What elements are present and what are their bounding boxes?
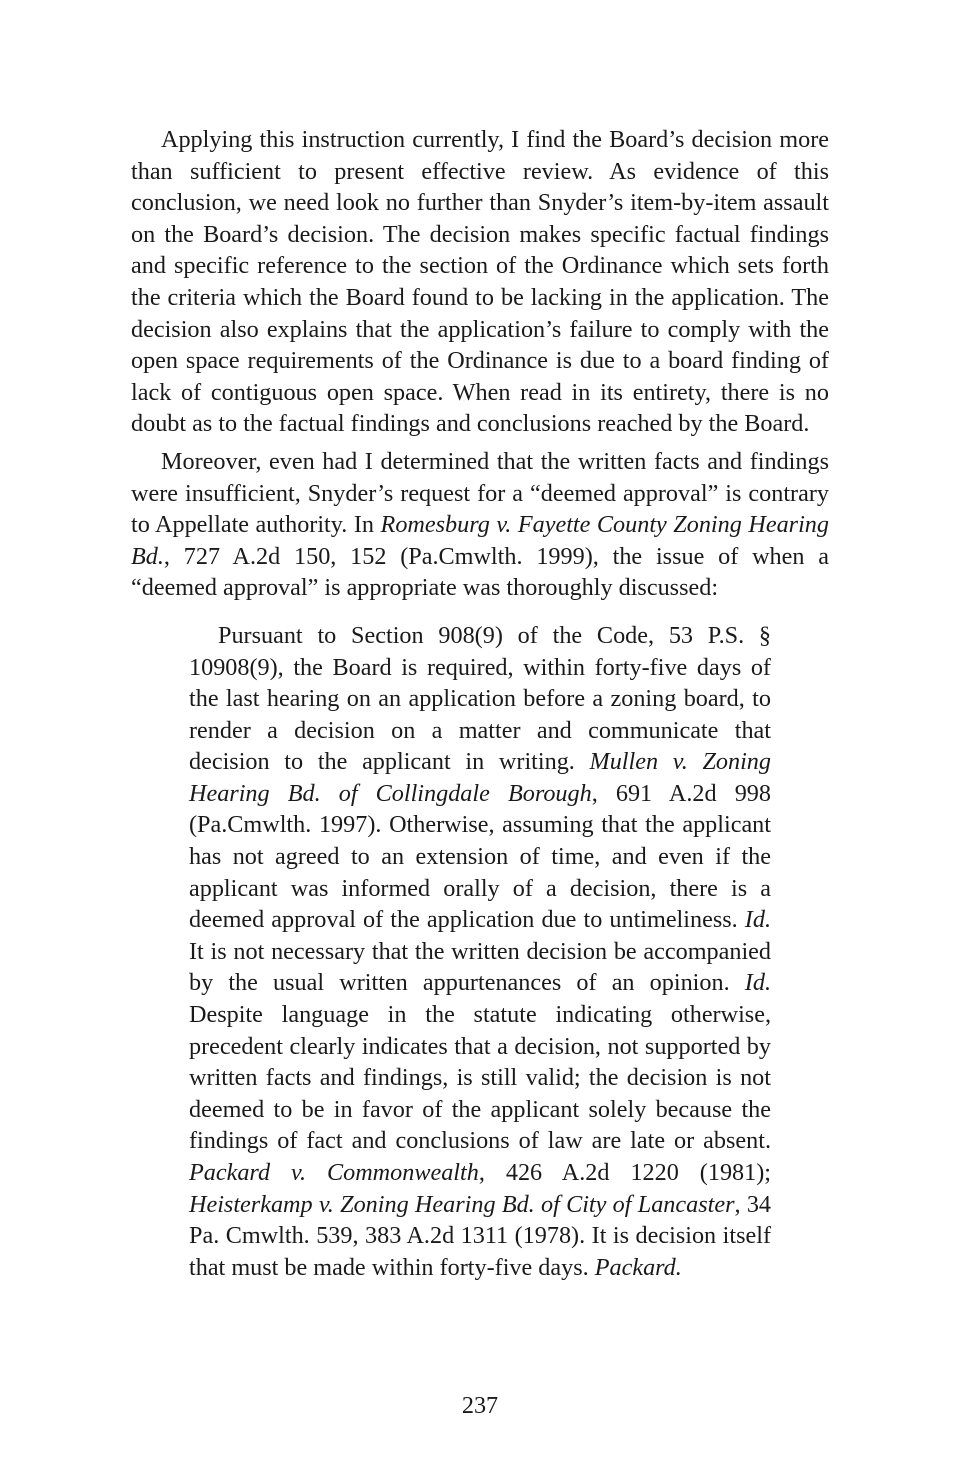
citation-id-2: Id. [744,969,771,997]
quote-part-2: , 691 A.2d 998 (Pa.Cmwlth. 1997). Otherwise, assuming that the applicant has not agreed to an extension of time, and even if the applicant was informed orally of a decision, there is a deemed approval of the application due to untimeliness. [189,779,771,934]
paragraph-1: Applying this instruction currently, I find the Board’s decision more than sufficient to present effective review. As evidence of this conclusion, we need look no further than Snyder’s item-by-item assault on the Board’s decision. The decision makes specific factual findings and specific reference to the section of the Ordinance which sets forth the criteria which the Board found to be lacking in the application. The decision also explains that the application’s failure to comply with the open space requirements of the Ordinance is due to a board finding of lack of contiguous open space. When read in its entirety, there is no doubt as to the factual findings and conclusions reached by the Board. [131,126,829,438]
paragraph-2-text-before: Moreover, even had I determined that the written facts and findings were insufficient, Snyder’s request for a “deemed approval” is contrary to Appellate authority. In [131,447,829,539]
citation-id-1: Id. [744,906,771,934]
quote-part-6: , 34 Pa. Cmwlth. 539, 383 A.2d 1311 (1978). It is decision itself that must be made within forty-five days. [189,1190,772,1281]
quote-part-5: , 426 A.2d 1220 (1981); [478,1159,771,1186]
case-citation-mullen: Mullen v. Zoning Hearing Bd. of Collingdale Borough [189,748,771,807]
quote-part-1: Pursuant to Section 908(9) of the Code, 53 P.S. § 10908(9), the Board is required, within forty-five days of the last hearing on an application before a zoning board, to render a decision on a matter and communicate that decision to the applicant in writing. [189,621,771,776]
quote-part-3: It is not necessary that the written decision be accompanied by the usual written appurtenances of an opinion. [189,937,771,997]
case-citation-romesburg: Romesburg v. Fayette County Zoning Hearing Bd. [131,511,829,570]
paragraph-2-text-after: , 727 A.2d 150, 152 (Pa.Cmwlth. 1999), the issue of when a “deemed approval” is appropriate was thoroughly discussed: [131,542,829,602]
document-page [131,124,829,1283]
paragraph-2 [131,446,829,604]
quote-part-4: Despite language in the statute indicating otherwise, precedent clearly indicates that a decision, not supported by written facts and findings, is still valid; the decision is not deemed to be in favor of the applicant solely because the findings of fact and conclusions of law are late or absent. [189,1001,771,1155]
page-number: 237 [461,1392,499,1419]
block-quote [189,620,771,1283]
case-citation-packard-short: Packard. [594,1253,682,1281]
case-citation-heisterkamp: Heisterkamp v. Zoning Hearing Bd. of City of Lancaster [189,1190,735,1218]
case-citation-packard: Packard v. Commonwealth [189,1159,479,1186]
